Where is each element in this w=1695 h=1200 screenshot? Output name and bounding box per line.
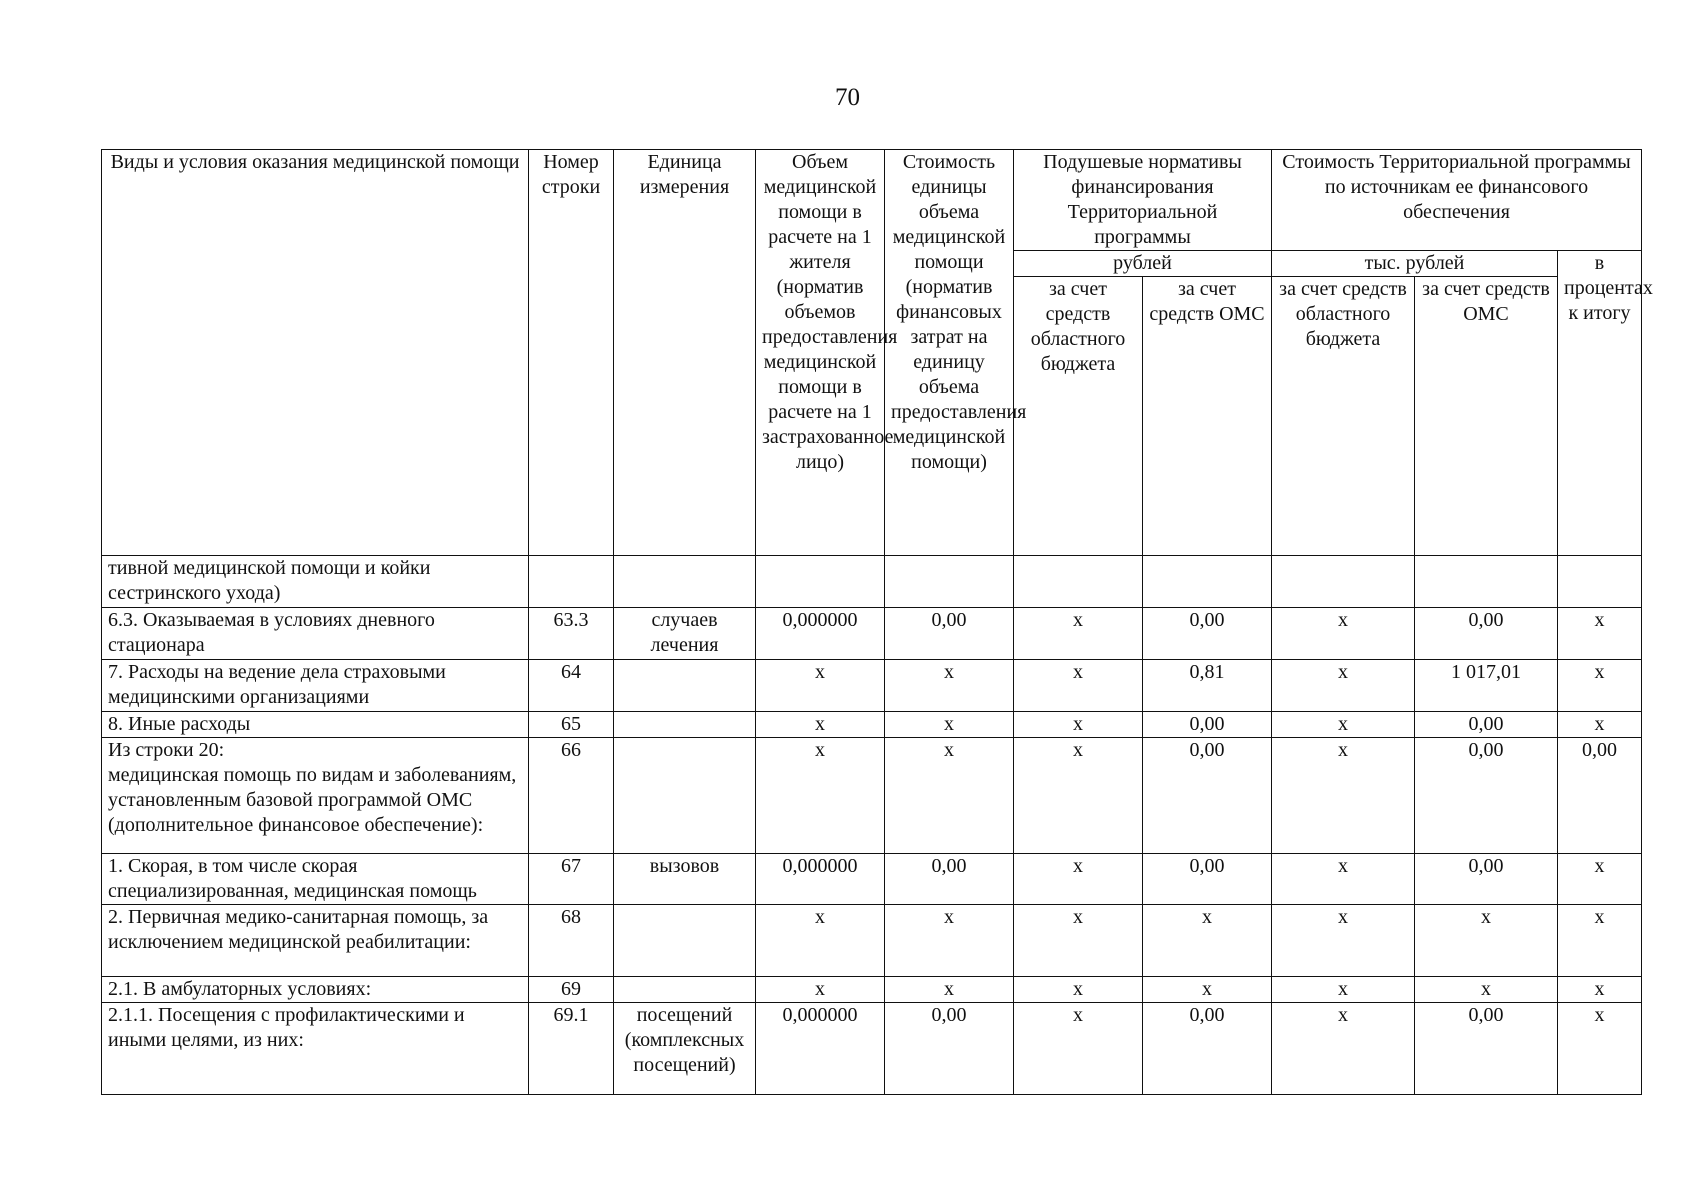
- table-cell-v4: x: [1143, 905, 1272, 977]
- table-cell-v2: 0,00: [885, 854, 1014, 905]
- table-cell-name: 8. Иные расходы: [102, 712, 529, 738]
- table-cell-v7: x: [1558, 712, 1642, 738]
- table-row: [102, 854, 1642, 905]
- header-row-number: Номер строки: [529, 150, 614, 556]
- table-cell-name: 2.1. В амбулаторных условиях:: [102, 977, 529, 1003]
- table-cell-name: 2. Первичная медико-санитарная помощь, за исключением медицинской реабилитации:: [102, 905, 529, 977]
- table-cell-v2: x: [885, 660, 1014, 712]
- table-cell-v1: [756, 556, 885, 608]
- table-cell-v1: x: [756, 977, 885, 1003]
- table-cell-v1: x: [756, 905, 885, 977]
- table-cell-unit: случаев лечения: [614, 608, 756, 660]
- table-cell-v6: 0,00: [1415, 1003, 1558, 1095]
- table-row: [102, 660, 1642, 712]
- header-oms: за счет средств ОМС: [1143, 277, 1272, 556]
- table-cell-v7: x: [1558, 905, 1642, 977]
- table-cell-v6: 0,00: [1415, 854, 1558, 905]
- table-cell-v3: x: [1014, 738, 1143, 854]
- table-row: [102, 556, 1642, 608]
- table-cell-v4: 0,81: [1143, 660, 1272, 712]
- table-cell-v4: 0,00: [1143, 1003, 1272, 1095]
- table-body: [102, 556, 1642, 1095]
- table-row: [102, 905, 1642, 977]
- table-cell-v6: 1 017,01: [1415, 660, 1558, 712]
- table-cell-v6: 0,00: [1415, 712, 1558, 738]
- table-cell-v7: x: [1558, 660, 1642, 712]
- table-cell-v4: 0,00: [1143, 712, 1272, 738]
- table-cell-v3: x: [1014, 660, 1143, 712]
- header-unit-cost: Стоимость единицы объема медицинской помощи (норматив финансовых затрат на единицу объема предоставления медицинской помощи): [885, 150, 1014, 556]
- table-cell-v3: x: [1014, 712, 1143, 738]
- table-cell-v7: [1558, 556, 1642, 608]
- table-cell-v6: x: [1415, 905, 1558, 977]
- table-cell-v7: x: [1558, 1003, 1642, 1095]
- table-cell-v7: x: [1558, 608, 1642, 660]
- header-type: Виды и условия оказания медицинской помощи: [102, 150, 529, 556]
- table-cell-v5: x: [1272, 1003, 1415, 1095]
- header-unit-thousand-rub: тыс. рублей: [1272, 251, 1558, 277]
- table-cell-name: 6.3. Оказываемая в условиях дневного стационара: [102, 608, 529, 660]
- table-row: [102, 977, 1642, 1003]
- table-cell-name: 1. Скорая, в том числе скорая специализированная, медицинская помощь: [102, 854, 529, 905]
- table-cell-v4: 0,00: [1143, 608, 1272, 660]
- table-cell-v3: x: [1014, 854, 1143, 905]
- table-cell-v1: x: [756, 712, 885, 738]
- table-cell-v1: 0,000000: [756, 854, 885, 905]
- table-row: [102, 1003, 1642, 1095]
- table-cell-v7: x: [1558, 977, 1642, 1003]
- table-cell-name: Из строки 20: медицинская помощь по видам и заболеваниям, установленным базовой программой ОМС (дополнительное финансовое обеспечение):: [102, 738, 529, 854]
- header-unit: Единица измерения: [614, 150, 756, 556]
- table-cell-num: 69: [529, 977, 614, 1003]
- table-cell-v2: x: [885, 712, 1014, 738]
- header-volume: Объем медицинской помощи в расчете на 1 жителя (норматив объемов предоставления медицинской помощи в расчете на 1 застрахованное лицо): [756, 150, 885, 556]
- table-cell-v5: x: [1272, 712, 1415, 738]
- table-cell-v2: [885, 556, 1014, 608]
- table-cell-v3: [1014, 556, 1143, 608]
- table-cell-v5: x: [1272, 738, 1415, 854]
- header-unit-rub: рублей: [1014, 251, 1272, 277]
- table-cell-v1: x: [756, 738, 885, 854]
- table-cell-name: 2.1.1. Посещения с профилактическими и иными целями, из них:: [102, 1003, 529, 1095]
- header-per-capita-group: Подушевые нормативы финансирования Территориальной программы: [1014, 150, 1272, 251]
- table-cell-v2: x: [885, 905, 1014, 977]
- table-cell-v2: x: [885, 738, 1014, 854]
- table-cell-v5: x: [1272, 608, 1415, 660]
- table-cell-unit: посещений (комплексных посещений): [614, 1003, 756, 1095]
- table-cell-unit: [614, 712, 756, 738]
- table-cell-unit: [614, 905, 756, 977]
- table-cell-v6: 0,00: [1415, 738, 1558, 854]
- table-cell-v2: 0,00: [885, 608, 1014, 660]
- table-cell-num: 68: [529, 905, 614, 977]
- table-cell-num: 64: [529, 660, 614, 712]
- table-cell-v7: 0,00: [1558, 738, 1642, 854]
- table-cell-v1: x: [756, 660, 885, 712]
- financing-table: [101, 149, 1653, 1095]
- header-program-cost-group: Стоимость Территориальной программы по источникам ее финансового обеспечения: [1272, 150, 1642, 251]
- table-row: [102, 738, 1642, 854]
- table-cell-v6: [1415, 556, 1558, 608]
- header-percent: в процентах к итогу: [1558, 251, 1642, 556]
- table-row: [102, 712, 1642, 738]
- table-cell-v4: x: [1143, 977, 1272, 1003]
- table-cell-v5: x: [1272, 977, 1415, 1003]
- table-cell-num: 63.3: [529, 608, 614, 660]
- table-cell-v5: x: [1272, 905, 1415, 977]
- table-cell-unit: [614, 738, 756, 854]
- header-oms-total: за счет средств ОМС: [1415, 277, 1558, 556]
- table-cell-v3: x: [1014, 608, 1143, 660]
- table-cell-v3: x: [1014, 977, 1143, 1003]
- table-cell-unit: [614, 660, 756, 712]
- table-cell-num: 67: [529, 854, 614, 905]
- table-cell-v4: 0,00: [1143, 738, 1272, 854]
- table-cell-v5: [1272, 556, 1415, 608]
- table-cell-name: тивной медицинской помощи и койки сестринского ухода): [102, 556, 529, 608]
- table-cell-v4: 0,00: [1143, 854, 1272, 905]
- header-regional-budget-total: за счет средств областного бюджета: [1272, 277, 1415, 556]
- table-cell-num: 66: [529, 738, 614, 854]
- table-cell-v5: x: [1272, 854, 1415, 905]
- table-cell-v1: 0,000000: [756, 1003, 885, 1095]
- table-row: [102, 608, 1642, 660]
- table-cell-v1: 0,000000: [756, 608, 885, 660]
- table-cell-v4: [1143, 556, 1272, 608]
- table-cell-num: 69.1: [529, 1003, 614, 1095]
- page-number: 70: [835, 84, 860, 111]
- table-cell-num: [529, 556, 614, 608]
- table-cell-v2: 0,00: [885, 1003, 1014, 1095]
- table-cell-unit: вызовов: [614, 854, 756, 905]
- table-cell-v6: 0,00: [1415, 608, 1558, 660]
- table-cell-v6: x: [1415, 977, 1558, 1003]
- table-cell-v2: x: [885, 977, 1014, 1003]
- table-cell-v3: x: [1014, 905, 1143, 977]
- table-cell-v5: x: [1272, 660, 1415, 712]
- table-cell-unit: [614, 556, 756, 608]
- table-cell-num: 65: [529, 712, 614, 738]
- table-cell-v7: x: [1558, 854, 1642, 905]
- table-cell-name: 7. Расходы на ведение дела страховыми медицинскими организациями: [102, 660, 529, 712]
- table-cell-unit: [614, 977, 756, 1003]
- header-regional-budget: за счет средств областного бюджета: [1014, 277, 1143, 556]
- table-cell-v3: x: [1014, 1003, 1143, 1095]
- table-header: [102, 150, 1653, 556]
